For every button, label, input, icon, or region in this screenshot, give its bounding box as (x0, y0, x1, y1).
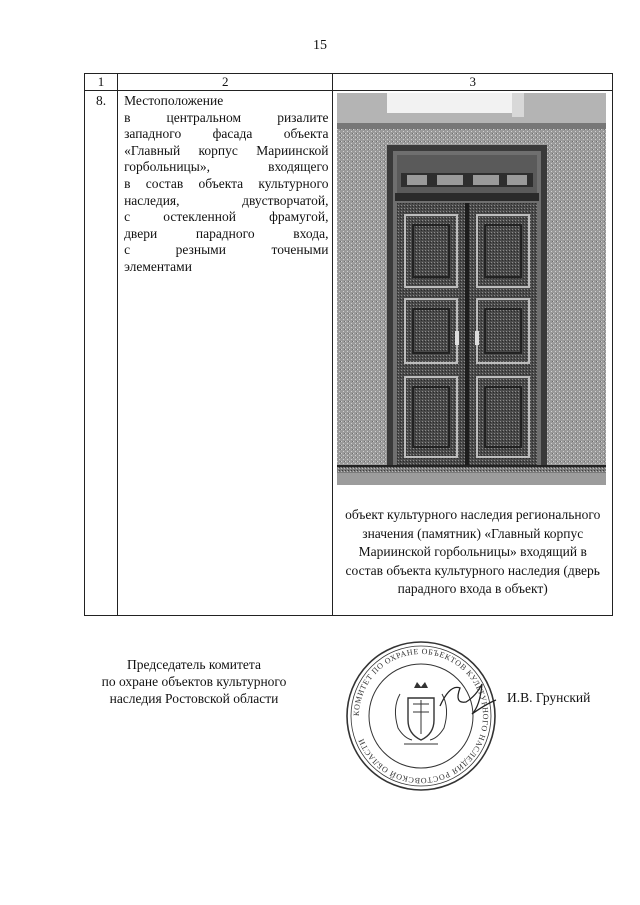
description-line: в состав объекта культурного (124, 175, 329, 191)
page-number: 15 (313, 38, 327, 53)
description-line: наследия, двустворчатой, (124, 192, 329, 208)
photo-cell (333, 91, 613, 616)
seal-text: КОМИТЕТ ПО ОХРАНЕ ОБЪЕКТОВ КУЛЬТУРНОГО НАСЛЕДИЯ РОСТОВСКОЙ ОБЛАСТИ (351, 646, 491, 786)
heritage-table (84, 73, 613, 616)
description-line: горбольницы», входящего (124, 159, 329, 175)
column-header-2: 2 (118, 74, 333, 91)
description-line: западного фасада объекта (124, 126, 329, 142)
column-header-3: 3 (333, 74, 613, 91)
object-description (118, 91, 333, 616)
door-photo (337, 93, 606, 485)
description-line: в центральном ризалите (124, 109, 329, 125)
signatory-title-line: по охране объектов культурного (101, 674, 287, 689)
description-line: с резными точеными (124, 242, 329, 258)
table-row (85, 91, 613, 616)
row-number: 8. (85, 91, 118, 616)
photo-caption: объект культурного наследия регионального значения (памятник) «Главный корпус Мариинской горбольницы» входящий в состав объекта культурного наследия (дверь парадного входа в объект) (345, 507, 601, 596)
description-line: «Главный корпус Мариинской (124, 142, 329, 158)
signatory-title-line: наследия Ростовской области (109, 691, 279, 706)
column-header-1: 1 (85, 74, 118, 91)
description-line: элементами (124, 258, 192, 274)
description-line: двери парадного входа, (124, 225, 329, 241)
description-line: с остекленной фрамугой, (124, 209, 329, 225)
description-line: Местоположение (124, 93, 224, 108)
table-header-row (85, 74, 613, 91)
coat-of-arms-icon (395, 682, 446, 744)
signatory-name: И.В. Грунский (507, 690, 591, 705)
signatory-title-line: Председатель комитета (127, 657, 261, 672)
official-seal (340, 636, 502, 796)
signatory-title (60, 656, 328, 707)
